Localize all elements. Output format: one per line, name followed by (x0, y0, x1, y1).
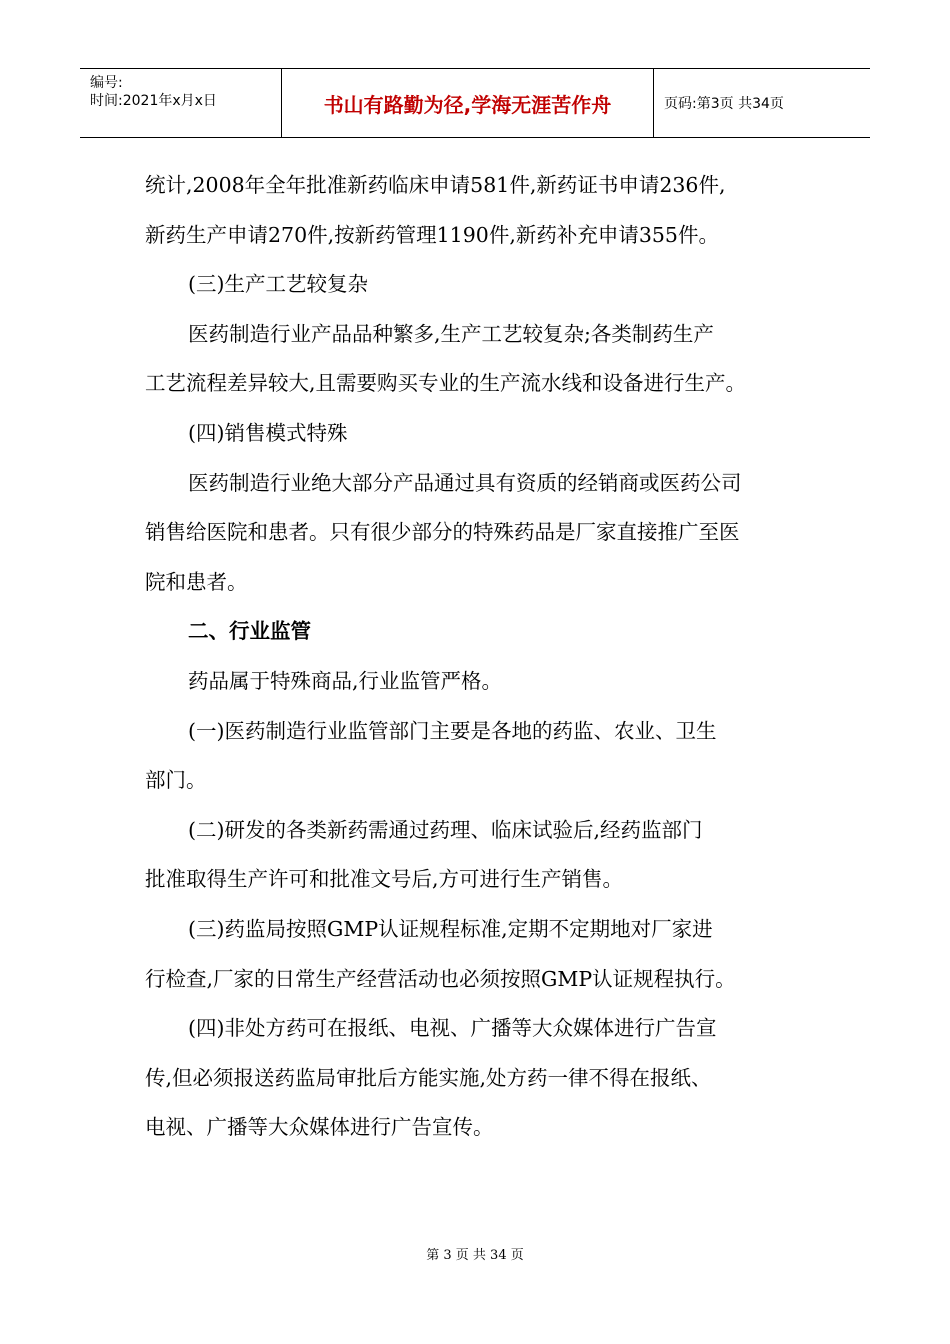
body-line: 医药制造行业产品品种繁多,生产工艺较复杂;各类制药生产 (188, 321, 714, 346)
body-line: 传,但必须报送药监局审批后方能实施,处方药一律不得在报纸、 (145, 1065, 712, 1090)
body-line: (三)药监局按照GMP认证规程标准,定期不定期地对厂家进 (188, 916, 713, 941)
page-header (80, 68, 870, 138)
section-subheading: (四)销售模式特殊 (188, 420, 348, 445)
body-line: 院和患者。 (145, 569, 248, 594)
body-line: 销售给医院和患者。只有很少部分的特殊药品是厂家直接推广至医 (145, 520, 740, 545)
document-body (145, 161, 810, 1153)
body-line: 统计,2008年全年批准新药临床申请581件,新药证书申请236件, (145, 173, 726, 197)
body-line: (一)医药制造行业监管部门主要是各地的药监、农业、卫生 (188, 718, 717, 743)
page-footer: 第 3 页 共 34 页 (426, 1248, 524, 1263)
body-line: 电视、广播等大众媒体进行广告宣传。 (145, 1115, 494, 1140)
header-meta (80, 69, 282, 137)
body-line: 工艺流程差异较大,且需要购买专业的生产流水线和设备进行生产。 (145, 371, 747, 396)
body-line: 批准取得生产许可和批准文号后,方可进行生产销售。 (145, 867, 624, 892)
body-line: 行检查,厂家的日常生产经营活动也必须按照GMP认证规程执行。 (145, 966, 736, 991)
header-motto: 书山有路勤为径,学海无涯苦作舟 (282, 69, 654, 137)
body-line: 医药制造行业绝大部分产品通过具有资质的经销商或医药公司 (188, 470, 742, 495)
section-heading: 二、行业监管 (188, 619, 311, 644)
document-number-label: 编号: (90, 75, 123, 91)
header-page-code: 页码:第3页 共34页 (664, 96, 784, 112)
body-line: (二)研发的各类新药需通过药理、临床试验后,经药监部门 (188, 817, 703, 842)
document-time-label: 时间:2021年x月x日 (90, 93, 217, 109)
body-line: (四)非处方药可在报纸、电视、广播等大众媒体进行广告宣 (188, 1016, 717, 1041)
body-line: 药品属于特殊商品,行业监管严格。 (188, 668, 503, 693)
body-line: 新药生产申请270件,按新药管理1190件,新药补充申请355件。 (145, 222, 719, 247)
section-subheading: (三)生产工艺较复杂 (188, 272, 368, 297)
body-line: 部门。 (145, 768, 207, 793)
